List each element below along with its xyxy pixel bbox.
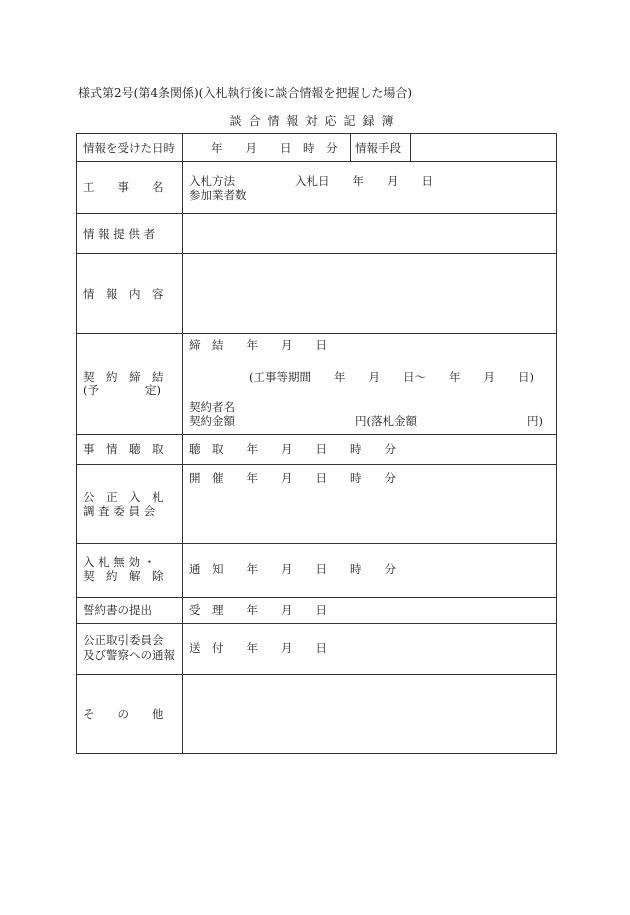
row-divider — [76, 213, 557, 214]
label-column-divider — [182, 133, 183, 754]
contract-label-scheduled: (予 定) — [83, 383, 161, 397]
construction-label: 工 事 名 — [83, 180, 164, 194]
bid-date-field[interactable]: 入札日 年 月 日 — [295, 174, 433, 188]
row-divider — [76, 674, 557, 675]
report-label-line2: 及び警察への通報 — [83, 648, 175, 662]
contract-sign-date-field[interactable]: 締 結 年 月 日 — [189, 338, 327, 352]
contract-amount-label: 契約金額 — [189, 414, 235, 428]
form-number-header: 様式第2号(第4条関係)(入札執行後に談合情報を把握した場合) — [78, 86, 412, 100]
contractor-name-field[interactable]: 契約者名 — [189, 400, 235, 414]
report-sent-field[interactable]: 送 付 年 月 日 — [189, 641, 327, 655]
received-datetime-field[interactable]: 年 月 日 時 分 — [211, 141, 338, 155]
winning-bid-label: 円(落札金額 — [355, 414, 417, 428]
bid-method-field[interactable]: 入札方法 — [189, 174, 235, 188]
invalid-bid-label: 入 札 無 効 ・ — [83, 555, 156, 569]
committee-label: 公 正 入 札 — [83, 490, 164, 504]
notice-datetime-field[interactable]: 通 知 年 月 日 時 分 — [189, 562, 396, 576]
provider-field[interactable] — [186, 216, 552, 250]
provider-label: 情 報 提 供 者 — [83, 227, 156, 241]
record-form-table — [76, 133, 557, 754]
info-means-label: 情報手段 — [355, 141, 401, 155]
means-divider-right — [410, 133, 411, 161]
info-means-field[interactable] — [414, 135, 552, 159]
form-title: 談合情報対応記録簿 — [229, 114, 401, 128]
report-label: 公正取引委員会 — [83, 633, 164, 647]
pledge-received-field[interactable]: 受 理 年 月 日 — [189, 603, 327, 617]
row-divider — [76, 464, 557, 465]
other-label: そ の 他 — [83, 707, 164, 721]
bidder-count-field[interactable]: 参加業者数 — [189, 188, 247, 202]
committee-label-line2: 調 査 委 員 会 — [83, 504, 156, 518]
row-divider — [76, 597, 557, 598]
committee-held-field[interactable]: 開 催 年 月 日 時 分 — [189, 471, 396, 485]
means-divider-left — [350, 133, 351, 161]
contract-cancel-label: 契 約 解 除 — [83, 569, 164, 583]
received-label: 情報を受けた日時 — [83, 141, 175, 155]
table-border-left — [76, 133, 77, 754]
pledge-label: 誓約書の提出 — [83, 603, 152, 617]
table-border-right — [556, 133, 557, 754]
other-field[interactable] — [186, 677, 552, 750]
hearing-datetime-field[interactable]: 聴 取 年 月 日 時 分 — [189, 442, 396, 456]
table-border-top — [76, 133, 557, 134]
row-divider — [76, 161, 557, 162]
work-period-field[interactable]: (工事等期間 年 月 日〜 年 月 日) — [249, 370, 534, 384]
row-divider — [76, 253, 557, 254]
row-divider — [76, 333, 557, 334]
contract-label: 契 約 締 結 — [83, 370, 164, 384]
amount-end-label: 円) — [527, 414, 543, 428]
row-divider — [76, 434, 557, 435]
row-divider — [76, 623, 557, 624]
hearing-label: 事 情 聴 取 — [83, 442, 164, 456]
table-border-bottom — [76, 753, 557, 754]
content-label: 情 報 内 容 — [83, 287, 164, 301]
content-field[interactable] — [186, 256, 552, 330]
row-divider — [76, 543, 557, 544]
